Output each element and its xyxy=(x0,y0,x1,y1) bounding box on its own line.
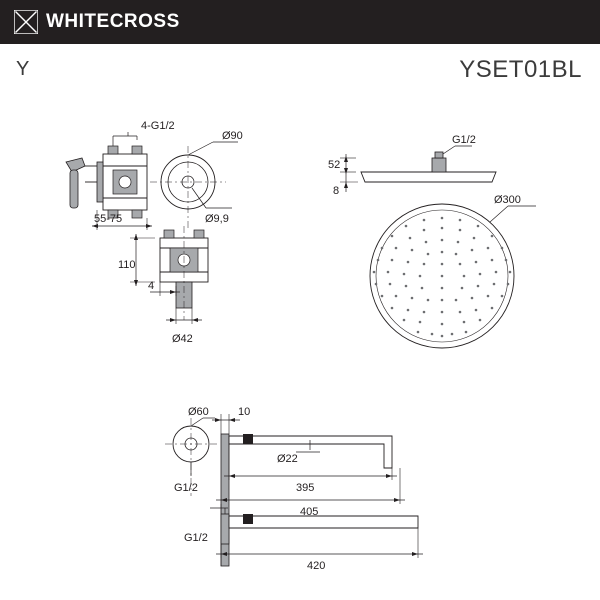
label-wall-depth: 55-75 xyxy=(94,213,123,225)
label-4-g12: 4-G1/2 xyxy=(141,120,175,132)
label-arm-thread-upper: G1/2 xyxy=(174,482,198,494)
label-arm-thread-lower: G1/2 xyxy=(184,532,208,544)
label-length-405: 405 xyxy=(300,506,319,518)
label-tube-diameter: Ø22 xyxy=(277,453,298,465)
technical-drawing xyxy=(0,96,600,600)
label-body-offset: 4 xyxy=(148,280,155,292)
label-flange-diameter: Ø60 xyxy=(188,406,209,418)
label-outlet-diameter: Ø42 xyxy=(172,333,193,345)
model-label: YSET01BL xyxy=(459,56,582,83)
label-head-diameter: Ø300 xyxy=(494,194,521,206)
spray-nozzle-pattern xyxy=(373,217,512,338)
label-handle-hole: Ø9,9 xyxy=(205,213,229,225)
series-label: Y xyxy=(16,58,30,80)
label-length-420: 420 xyxy=(307,560,326,572)
whitecross-logo-icon xyxy=(14,10,38,34)
label-length-395: 395 xyxy=(296,482,315,494)
shower-head-drawing xyxy=(340,146,536,348)
brand-name: WHITECROSS xyxy=(46,11,180,32)
label-body-height: 110 xyxy=(118,259,136,271)
header-bar xyxy=(0,0,600,44)
label-plate-diameter: Ø90 xyxy=(222,130,243,142)
mixer-drawing xyxy=(66,132,238,324)
label-edge-thickness: 8 xyxy=(333,185,340,197)
label-head-inlet-thread: G1/2 xyxy=(452,134,476,146)
label-head-thickness: 52 xyxy=(328,159,341,171)
label-flange-depth: 10 xyxy=(238,406,251,418)
